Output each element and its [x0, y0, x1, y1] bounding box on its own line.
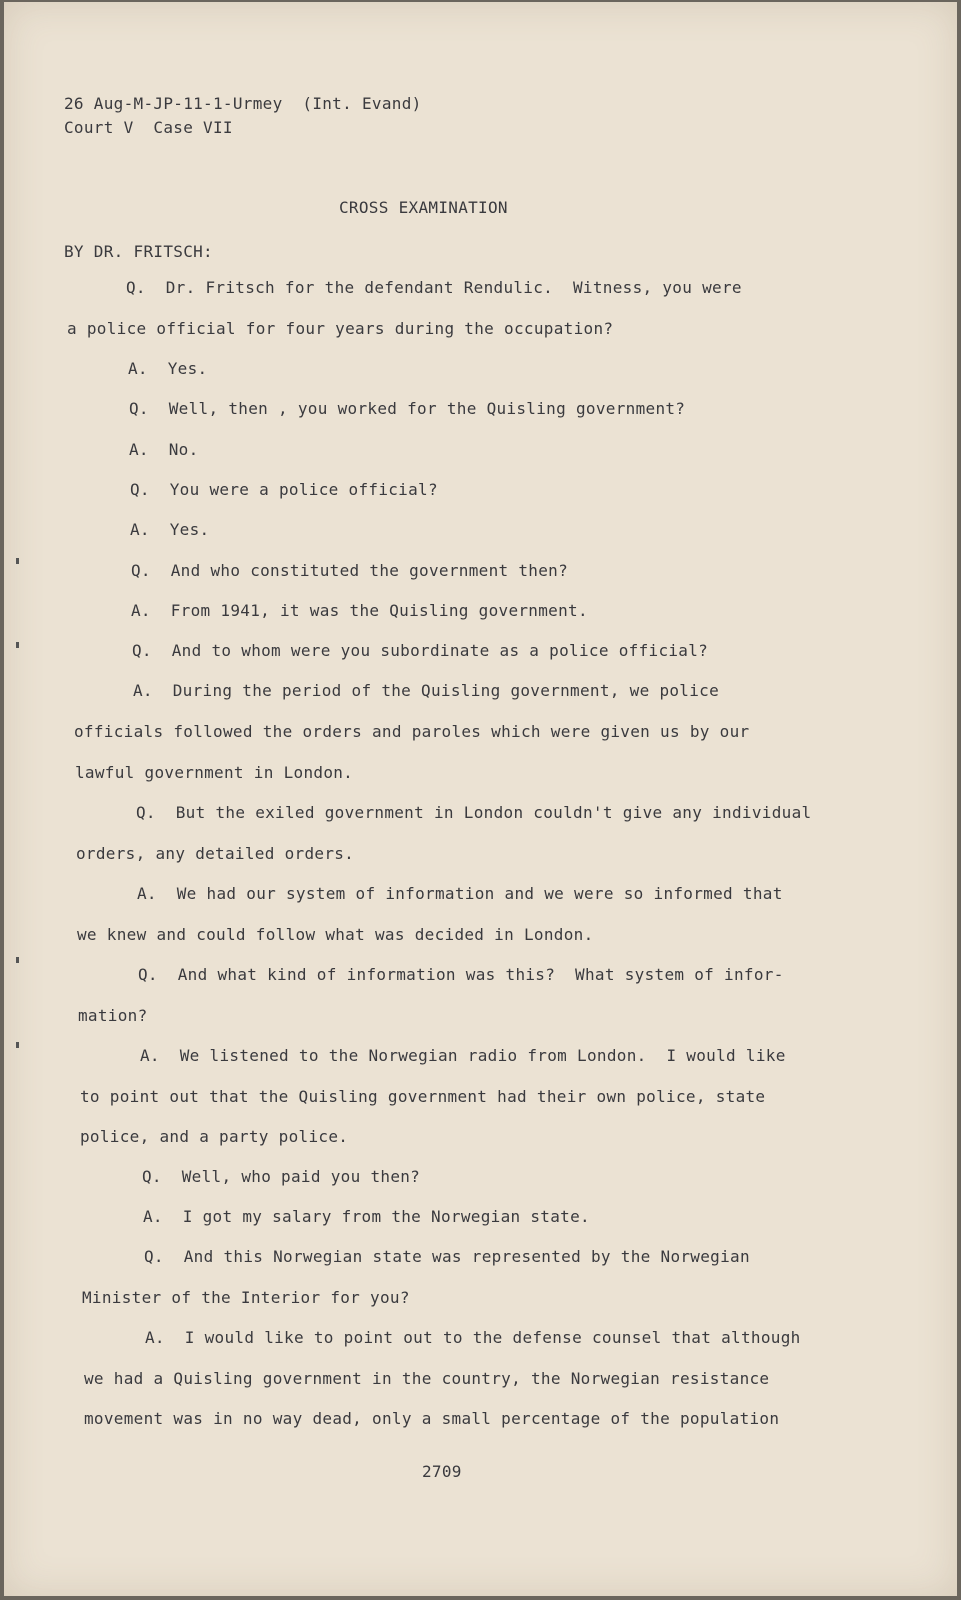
transcript-line: Q. You were a police official?: [130, 480, 438, 499]
transcript-line: Q. And what kind of information was this? What system of infor-: [138, 965, 784, 984]
binding-hole-mark: [16, 1042, 19, 1048]
transcript-line: Q. And to whom were you subordinate as a police official?: [132, 641, 709, 660]
transcript-line: Q. But the exiled government in London couldn't give any individual: [136, 803, 812, 822]
transcript-line: A. We listened to the Norwegian radio from London. I would like: [140, 1046, 786, 1065]
transcript-line: A. I would like to point out to the defense counsel that although: [145, 1328, 801, 1347]
transcript-line: officials followed the orders and paroles which were given us by our: [74, 722, 750, 741]
section-title: CROSS EXAMINATION: [339, 198, 508, 217]
binding-hole-mark: [16, 642, 19, 648]
transcript-line: Minister of the Interior for you?: [82, 1288, 410, 1307]
transcript-line: Q. Well, who paid you then?: [142, 1167, 421, 1186]
transcript-line: Q. And this Norwegian state was represented by the Norwegian: [144, 1247, 750, 1266]
transcript-line: a police official for four years during the occupation?: [67, 319, 614, 338]
examiner-label: BY DR. FRITSCH:: [64, 242, 213, 261]
transcript-line: A. Yes.: [128, 359, 208, 378]
transcript-line: movement was in no way dead, only a small percentage of the population: [84, 1409, 780, 1428]
transcript-line: orders, any detailed orders.: [76, 844, 355, 863]
document-page: [4, 2, 957, 1596]
transcript-line: A. I got my salary from the Norwegian state.: [143, 1207, 590, 1226]
transcript-line: mation?: [78, 1006, 148, 1025]
transcript-line: we had a Quisling government in the country, the Norwegian resistance: [84, 1369, 770, 1388]
header-line-1: 26 Aug-M-JP-11-1-Urmey (Int. Evand): [64, 94, 422, 113]
transcript-line: Q. Dr. Fritsch for the defendant Rendulic. Witness, you were: [126, 278, 742, 297]
transcript-line: police, and a party police.: [80, 1127, 349, 1146]
transcript-line: A. Yes.: [130, 520, 210, 539]
transcript-line: A. No.: [129, 440, 199, 459]
transcript-line: we knew and could follow what was decided in London.: [77, 925, 594, 944]
transcript-line: lawful government in London.: [75, 763, 354, 782]
transcript-line: A. We had our system of information and we were so informed that: [137, 884, 783, 903]
transcript-line: Q. And who constituted the government then?: [131, 561, 569, 580]
binding-hole-mark: [16, 957, 19, 963]
transcript-line: to point out that the Quisling government had their own police, state: [80, 1087, 766, 1106]
page-number: 2709: [422, 1462, 462, 1481]
transcript-line: Q. Well, then , you worked for the Quisling government?: [129, 399, 686, 418]
header-line-2: Court V Case VII: [64, 118, 233, 137]
binding-hole-mark: [16, 558, 19, 564]
transcript-line: A. From 1941, it was the Quisling government.: [131, 601, 588, 620]
transcript-line: A. During the period of the Quisling government, we police: [133, 681, 720, 700]
